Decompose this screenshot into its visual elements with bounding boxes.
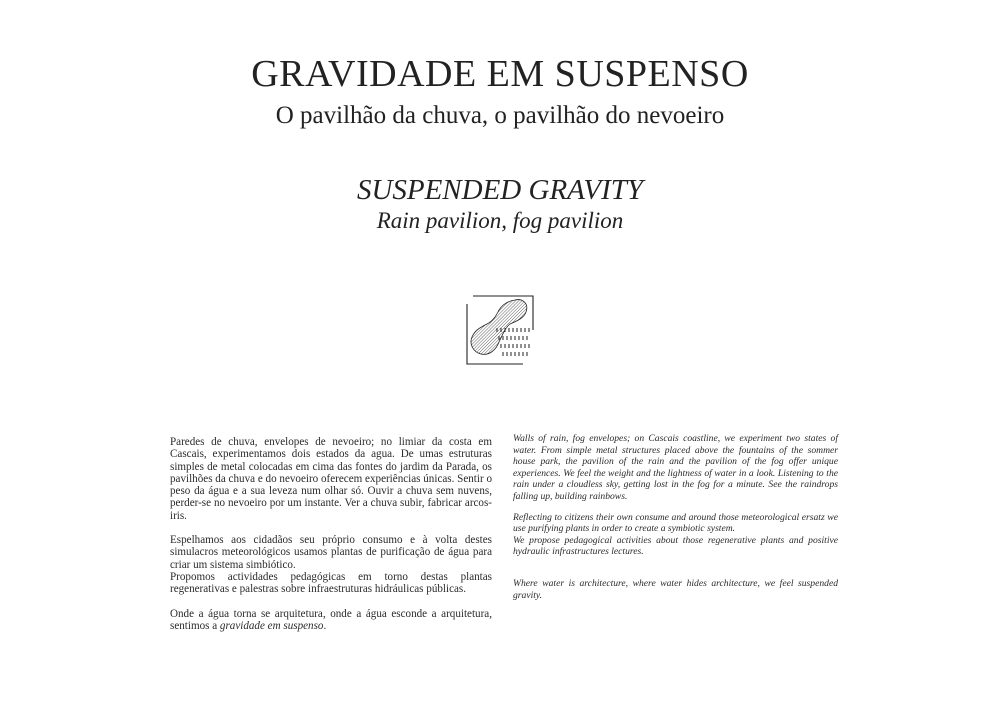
pavilion-logo-icon (463, 294, 537, 368)
portuguese-paragraph-2: Espelhamos aos cidadãos seu próprio consumo e à volta destes simulacros meteorológicos usamos plantas de purificação de água para criar um sistema simbiótico. (170, 534, 492, 571)
portuguese-paragraph-4-emphasis: gravidade em suspenso (219, 619, 324, 632)
english-paragraph-4: Where water is architecture, where water hides architecture, we feel suspended gravity. (513, 577, 838, 601)
english-title: SUSPENDED GRAVITY (356, 174, 644, 206)
english-paragraph-3: We propose pedagogical activities about those regenerative plants and positive hydraulic infrastructures lectures. (513, 534, 838, 558)
portuguese-text-column (170, 436, 492, 632)
portuguese-paragraph-4-text: Onde a água torna se arquitetura, onde a água esconde a arquitetura, sentimos a (170, 607, 492, 632)
page-subtitle: O pavilhão da chuva, o pavilhão do nevoeiro (275, 102, 725, 129)
portuguese-paragraph-1: Paredes de chuva, envelopes de nevoeiro; no limiar da costa em Cascais, experimentamos dois estados da agua. De umas estruturas simples de metal colocadas em cima das fontes do jardim da Parada, os pavilhões da chuva e do nevoeiro oferecem experiências únicas. Sentir o peso da água e a sua leveza num olhar só. Ouvir a chuva sem nuvens, perder-se no nevoeiro por um instante. Ver a chuva subir, fabricar arcos-iris. (170, 436, 492, 522)
portuguese-paragraph-3: Propomos actividades pedagógicas em torno destas plantas regenerativas e palestras sobre infraestruturas hidráulicas públicas. (170, 570, 492, 596)
english-paragraph-2: Reflecting to citizens their own consume and around those meteorological ersatz we use purifying plants in order to create a symbiotic system. (513, 511, 838, 535)
english-text-column (513, 433, 838, 601)
portuguese-paragraph-4 (170, 608, 492, 633)
english-paragraph-1: Walls of rain, fog envelopes; on Cascais coastline, we experiment two states of water. From simple metal structures placed above the fountains of the sommer house park, the pavilion of the rain and the pavilion of the fog offer unique experiences. We feel the weight and the lightness of water in a look. Listening to the rain under a cloudless sky, getting lost in the fog for a minute. See the raindrops falling up, building rainbows. (513, 433, 838, 502)
portuguese-paragraph-4-end: . (323, 619, 327, 632)
page-title: GRAVIDADE EM SUSPENSO (251, 53, 749, 95)
english-subtitle: Rain pavilion, fog pavilion (376, 208, 624, 233)
